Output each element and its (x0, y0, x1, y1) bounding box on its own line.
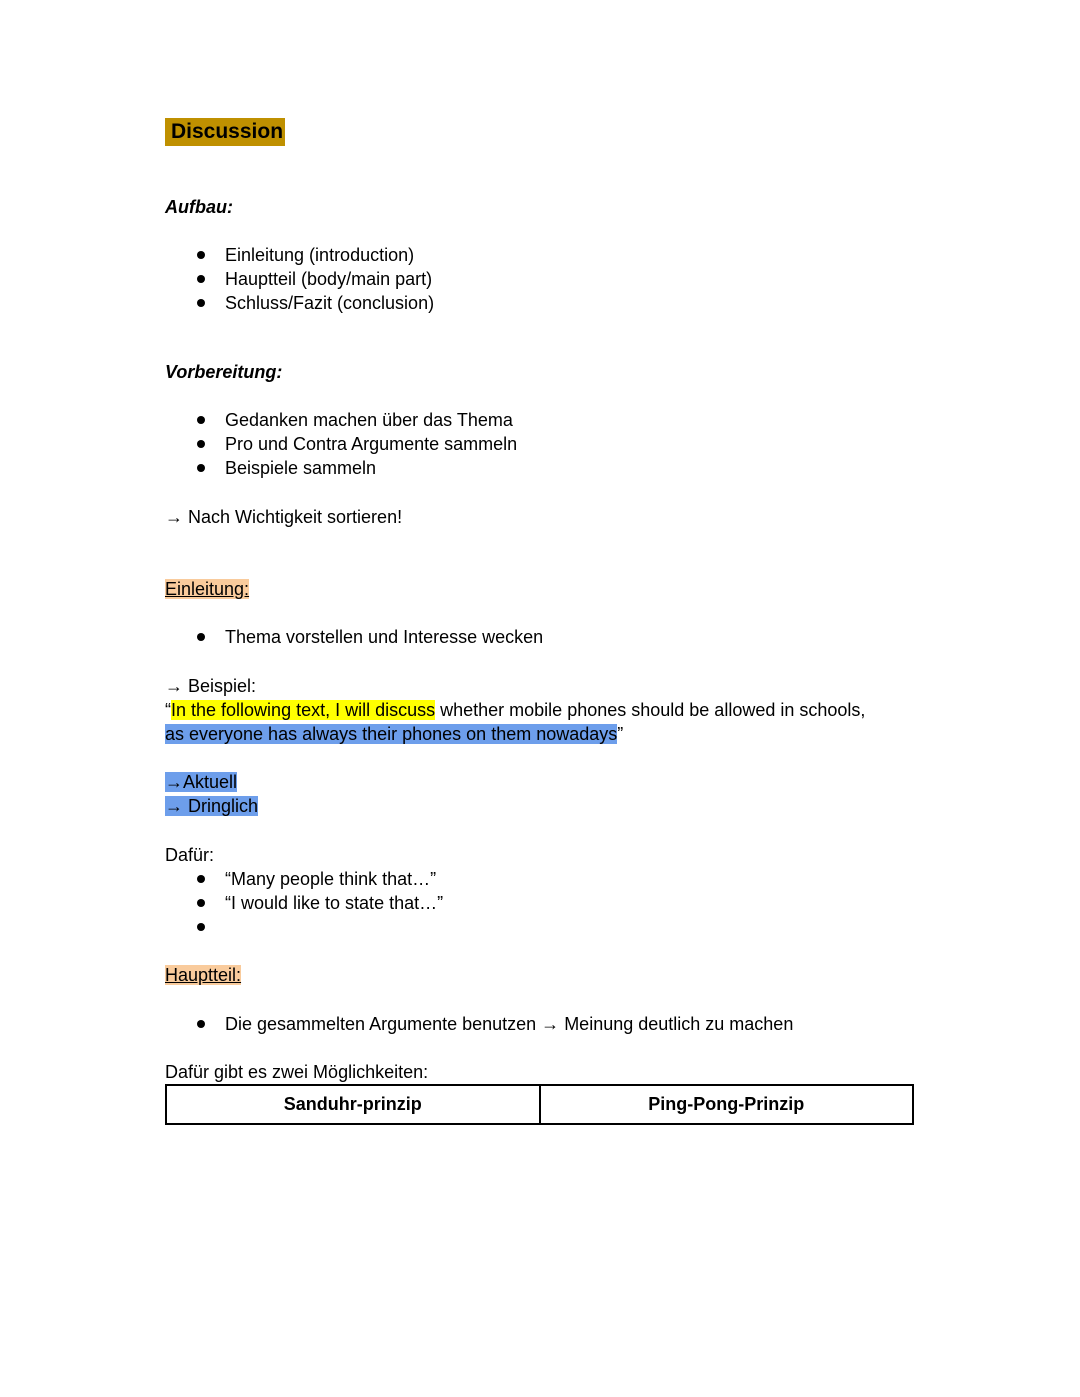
vorbereitung-list (195, 408, 517, 480)
aktuell-text: →Aktuell (165, 772, 238, 792)
bullet-icon (197, 923, 205, 931)
bullet-icon (197, 633, 205, 641)
list-item (195, 891, 443, 915)
table-header-cell: Ping-Pong-Prinzip (539, 1086, 913, 1123)
list-item (195, 456, 517, 480)
table-header-cell: Sanduhr-prinzip (283, 1094, 422, 1114)
bullet-icon (197, 1020, 205, 1028)
quote-highlight: In the following text, I will discuss (171, 700, 436, 720)
principles-table (165, 1084, 914, 1125)
dringlich-note (165, 794, 258, 818)
list-item-text: Beispiele sammeln (225, 458, 377, 478)
einleitung-heading-text: Einleitung: (165, 579, 250, 599)
list-item (195, 267, 434, 291)
list-item (195, 867, 443, 891)
dafuer-list (195, 867, 443, 939)
list-item-text: “Many people think that…” (225, 869, 437, 889)
list-item (195, 432, 517, 456)
bullet-icon (197, 299, 205, 307)
list-item (195, 243, 434, 267)
list-item-text: Hauptteil (body/main part) (225, 269, 433, 289)
bullet-icon (197, 416, 205, 424)
aufbau-list (195, 243, 434, 315)
moeglichkeiten-label: Dafür gibt es zwei Möglichkeiten: (165, 1062, 429, 1082)
einleitung-list (195, 625, 543, 649)
quote-close: ” (617, 724, 624, 744)
document-title: Discussion (165, 118, 285, 146)
bullet-icon (197, 899, 205, 907)
list-item (195, 915, 443, 939)
hauptteil-list (195, 1012, 793, 1036)
quote-rest: whether mobile phones should be allowed in schools, (435, 700, 866, 720)
bullet-icon (197, 440, 205, 448)
list-item (195, 625, 543, 649)
quote-line2-highlight: as everyone has always their phones on them nowadays (165, 724, 618, 744)
quote-open: “ (165, 700, 171, 720)
list-item-text: Pro und Contra Argumente sammeln (225, 434, 518, 454)
bullet-icon (197, 251, 205, 259)
dafuer-label: Dafür: (165, 845, 215, 865)
list-item-text: Schluss/Fazit (conclusion) (225, 293, 435, 313)
aufbau-heading: Aufbau: (165, 197, 233, 217)
list-item-text: Einleitung (introduction) (225, 245, 415, 265)
example-quote-line-2 (165, 722, 623, 746)
bullet-icon (197, 875, 205, 883)
list-item-text: Gedanken machen über das Thema (225, 410, 513, 430)
vorbereitung-heading: Vorbereitung: (165, 362, 283, 382)
list-item (195, 1012, 793, 1036)
list-item-text: Thema vorstellen und Interesse wecken (225, 627, 544, 647)
list-item-text: “I would like to state that…” (225, 893, 444, 913)
hauptteil-heading-text: Hauptteil: (165, 965, 242, 985)
dringlich-text: → Dringlich (165, 796, 259, 816)
aktuell-note (165, 770, 237, 794)
bullet-icon (197, 275, 205, 283)
hauptteil-heading (165, 963, 241, 987)
list-item-text: Die gesammelten Argumente benutzen → Meinung deutlich zu machen (225, 1014, 794, 1034)
list-item (195, 408, 517, 432)
example-quote-line-1 (165, 698, 865, 722)
vorbereitung-note: → Nach Wichtigkeit sortieren! (165, 507, 403, 527)
bullet-icon (197, 464, 205, 472)
einleitung-heading (165, 577, 249, 601)
list-item (195, 291, 434, 315)
beispiel-label: → Beispiel: (165, 676, 257, 696)
